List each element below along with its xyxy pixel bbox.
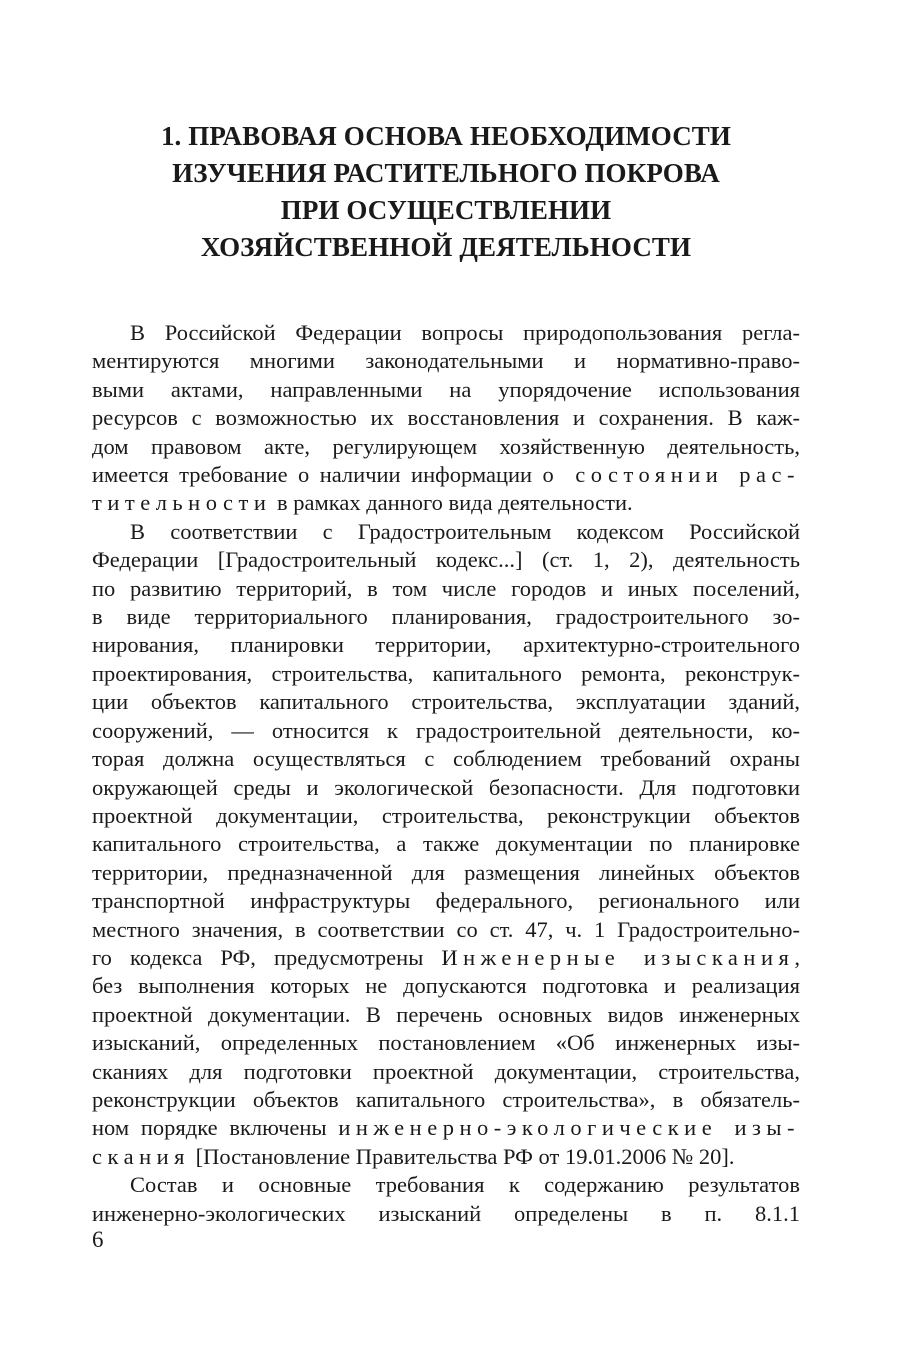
chapter-heading-line: ХОЗЯЙСТВЕННОЙ ДЕЯТЕЛЬНОСТИ bbox=[200, 232, 692, 262]
text-line bbox=[92, 631, 800, 659]
text-segment: имеется требование о наличии информации bbox=[92, 462, 543, 488]
page-number: 6 bbox=[92, 1227, 104, 1252]
spaced-emphasis: тительности bbox=[92, 490, 272, 516]
text-line bbox=[92, 745, 800, 773]
text-segment: ции объектов капитального строительства, эксплуатации зданий, bbox=[92, 689, 800, 715]
text-segment: окружающей среды и экологической безопасности. Для подготовки bbox=[92, 774, 800, 800]
text-line bbox=[92, 404, 800, 432]
text-line bbox=[92, 1114, 800, 1142]
spaced-emphasis: Инженерные изыскания bbox=[441, 944, 795, 970]
text-segment: проектной документации, строительства, реконструкции объектов bbox=[92, 802, 800, 828]
text-line bbox=[92, 1200, 800, 1228]
text-line bbox=[92, 433, 800, 461]
text-line bbox=[92, 546, 800, 574]
text-line bbox=[92, 1086, 800, 1114]
text-segment: проектирования, строительства, капитального ремонта, реконструк- bbox=[92, 660, 800, 686]
text-segment: ном порядке включены bbox=[92, 1115, 339, 1141]
text-segment: ментируются многими законодательными и нормативно-право- bbox=[92, 348, 800, 374]
text-segment: дом правовом акте, регулирующем хозяйственную деятельность, bbox=[92, 433, 800, 459]
text-segment: ресурсов с возможностью их восстановления и сохранения. В каж- bbox=[92, 405, 800, 431]
chapter-heading bbox=[92, 118, 800, 266]
text-line bbox=[92, 1058, 800, 1086]
text-line bbox=[92, 1001, 800, 1029]
text-line bbox=[92, 376, 800, 404]
text-line bbox=[92, 802, 800, 830]
spaced-emphasis: скания bbox=[92, 1143, 190, 1169]
text-segment: Федерации [Градостроительный кодекс...] (ст. 1, 2), деятельность bbox=[92, 547, 800, 573]
text-line bbox=[92, 887, 800, 915]
text-segment: изысканий, определенных постановлением «Об инженерных изы- bbox=[92, 1030, 800, 1056]
text-line bbox=[92, 717, 800, 745]
text-line bbox=[92, 774, 800, 802]
text-line bbox=[92, 944, 800, 972]
text-segment: в виде территориального планирования, градостроительного зо- bbox=[92, 604, 800, 630]
text-segment: В Российской Федерации вопросы природопользования регла- bbox=[130, 320, 800, 345]
text-segment: го кодекса РФ, предусмотрены bbox=[92, 944, 442, 970]
text-segment: капитального строительства, а также документации по планировке bbox=[92, 831, 800, 857]
text-segment: сканиях для подготовки проектной документации, строительства, bbox=[92, 1058, 800, 1084]
text-line bbox=[92, 972, 800, 1000]
text-line bbox=[92, 347, 800, 375]
text-segment: нирования, планировки территории, архитектурно-строительного bbox=[92, 632, 800, 658]
text-line bbox=[92, 518, 800, 546]
text-segment: [Постановление Правительства РФ от 19.01.2006 № 20]. bbox=[190, 1143, 735, 1169]
text-segment: территории, предназначенной для размещения линейных объектов bbox=[92, 859, 800, 885]
body-text bbox=[92, 319, 800, 1228]
text-segment: торая должна осуществляться с соблюдением требований охраны bbox=[92, 746, 800, 772]
text-line bbox=[92, 1143, 800, 1171]
text-line bbox=[92, 660, 800, 688]
text-line bbox=[92, 1029, 800, 1057]
spaced-emphasis: о состоянии рас- bbox=[542, 462, 800, 488]
text-line bbox=[92, 603, 800, 631]
text-line bbox=[92, 461, 800, 489]
text-segment: без выполнения которых не допускаются подготовка и реализация bbox=[92, 973, 800, 999]
text-segment: по развитию территорий, в том числе городов и иных поселений, bbox=[92, 575, 800, 601]
text-segment: выми актами, направленными на упорядочение использования bbox=[92, 376, 800, 402]
text-line bbox=[92, 859, 800, 887]
text-line bbox=[92, 489, 800, 517]
spaced-emphasis: инженерно-экологические изы- bbox=[338, 1115, 800, 1141]
text-segment: местного значения, в соответствии со ст. 47, ч. 1 Градостроительно- bbox=[92, 916, 800, 942]
text-line bbox=[92, 575, 800, 603]
text-line bbox=[92, 916, 800, 944]
text-line bbox=[92, 319, 800, 347]
text-segment: Состав и основные требования к содержанию результатов bbox=[130, 1172, 800, 1198]
text-line bbox=[92, 1171, 800, 1199]
text-segment: В соответствии с Градостроительным кодексом Российской bbox=[130, 518, 800, 544]
text-line bbox=[92, 688, 800, 716]
chapter-heading-line: ПРИ ОСУЩЕСТВЛЕНИИ bbox=[280, 195, 612, 225]
paragraph bbox=[92, 1171, 800, 1228]
document-page bbox=[92, 118, 800, 1228]
text-segment: транспортной инфраструктуры федерального, регионального или bbox=[92, 888, 800, 914]
chapter-heading-line: ИЗУЧЕНИЯ РАСТИТЕЛЬНОГО ПОКРОВА bbox=[172, 158, 720, 188]
text-segment: инженерно-экологических изысканий определены в п. 8.1.1 bbox=[92, 1200, 800, 1226]
text-segment: в рамках данного вида деятельности. bbox=[271, 490, 633, 516]
text-segment: проектной документации. В перечень основных видов инженерных bbox=[92, 1001, 800, 1027]
paragraph bbox=[92, 319, 800, 518]
text-segment: реконструкции объектов капитального строительства», в обязатель- bbox=[92, 1086, 800, 1112]
paragraph bbox=[92, 518, 800, 1171]
text-segment: , bbox=[794, 944, 800, 970]
chapter-heading-line: 1. ПРАВОВАЯ ОСНОВА НЕОБХОДИМОСТИ bbox=[160, 121, 732, 151]
text-line bbox=[92, 830, 800, 858]
text-segment: сооружений, — относится к градостроительной деятельности, ко- bbox=[92, 717, 800, 743]
